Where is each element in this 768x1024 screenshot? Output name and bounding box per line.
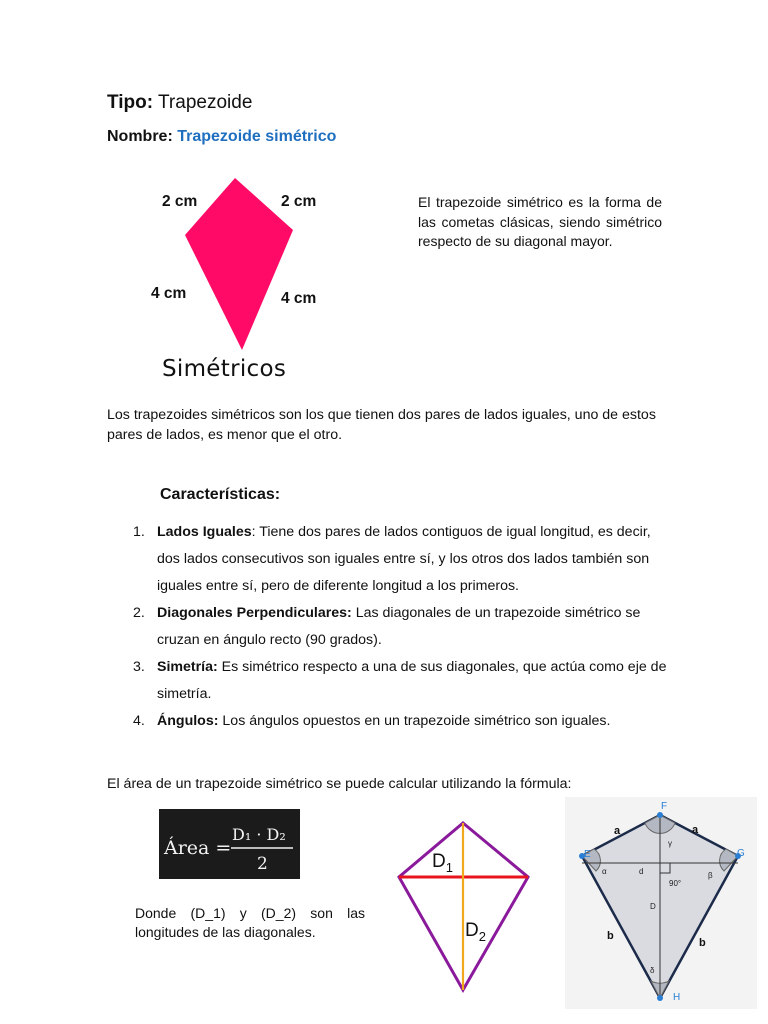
kite-figure-pink — [140, 170, 360, 360]
item-term: Ángulos: — [157, 713, 219, 729]
side-label-a-right: a — [692, 824, 699, 836]
item-term: Lados Iguales — [157, 524, 252, 540]
list-item — [130, 708, 670, 735]
item-number: 4. — [133, 713, 145, 729]
pink-kite-shape — [185, 178, 293, 350]
label-bottom-right: 4 cm — [281, 290, 317, 307]
item-text: Las diagonales de un trapezoide simétrico se cruzan en ángulo recto (90 grados). — [157, 605, 641, 648]
label-bottom-left: 4 cm — [151, 285, 187, 302]
nombre-line — [107, 128, 336, 146]
area-intro-text: El área de un trapezoide simétrico se puede calcular utilizando la fórmula: — [107, 776, 572, 792]
side-label-b-right: b — [699, 937, 706, 949]
label-top-left: 2 cm — [162, 193, 198, 210]
list-item — [130, 519, 670, 600]
vertex-point — [657, 995, 663, 1001]
diagonal-label-d: d — [639, 867, 644, 876]
tipo-label: Tipo: — [107, 92, 154, 113]
item-number: 1. — [133, 524, 145, 540]
tipo-line — [107, 92, 252, 114]
item-term: Diagonales Perpendiculares: — [157, 605, 352, 621]
vertex-point — [657, 812, 663, 818]
item-text: Es simétrico respecto a una de sus diagonales, que actúa como eje de simetría. — [157, 659, 667, 702]
label-top-right: 2 cm — [281, 193, 317, 210]
intro-paragraph: Los trapezoides simétricos son los que tienen dos pares de lados iguales, uno de estos pares de lados, es menor que el otro. — [107, 407, 656, 443]
formula-lhs: Área = — [164, 837, 232, 859]
formula-denominator: 2 — [257, 854, 268, 874]
kite-diagonals-figure — [395, 815, 535, 995]
angle-label-gamma: γ — [668, 839, 672, 848]
tipo-value: Trapezoide — [158, 92, 253, 113]
angle-label-beta: β — [708, 871, 713, 880]
description-text: El trapezoide simétrico es la forma de las cometas clásicas, siendo simétrico respecto de su diagonal mayor. — [418, 194, 662, 249]
diagonal-label-D: D — [650, 902, 656, 911]
item-text: Los ángulos opuestos en un trapezoide simétrico son iguales. — [218, 713, 611, 729]
nombre-label: Nombre: — [107, 128, 173, 145]
figure-caption: Simétricos — [162, 356, 287, 382]
labeled-kite-figure — [565, 797, 757, 1009]
item-text: : Tiene dos pares de lados contiguos de igual longitud, es decir, dos lados consecutivos son iguales entre sí, y los otros dos lados también son iguales entre sí, pero de diferente longitud a los primeros. — [157, 524, 651, 594]
label-d1: $D_1$ — [432, 851, 453, 875]
nombre-value: Trapezoide simétrico — [177, 128, 337, 145]
angle-label-alpha: α — [602, 867, 607, 876]
label-d2: $D_2$ — [465, 920, 486, 944]
formula-numerator: D₁ · D₂ — [232, 825, 286, 844]
vertex-label-h: H — [673, 992, 681, 1003]
list-item — [130, 654, 670, 708]
side-label-a-left: a — [614, 825, 621, 837]
item-term: Simetría: — [157, 659, 218, 675]
vertex-label-e: E — [584, 849, 591, 860]
area-formula — [159, 809, 300, 879]
vertex-label-f: F — [661, 801, 668, 812]
angle-label-delta: δ — [650, 966, 655, 975]
item-number: 2. — [133, 605, 145, 621]
side-label-b-left: b — [607, 930, 614, 942]
vertex-label-g: G — [737, 848, 745, 859]
characteristics-list — [130, 519, 670, 735]
donde-text: Donde (D_1) y (D_2) son las longitudes de las diagonales. — [135, 905, 365, 940]
right-angle-label: 90° — [669, 879, 682, 888]
list-item — [130, 600, 670, 654]
characteristics-title: Características: — [160, 486, 281, 503]
item-number: 3. — [133, 659, 145, 675]
